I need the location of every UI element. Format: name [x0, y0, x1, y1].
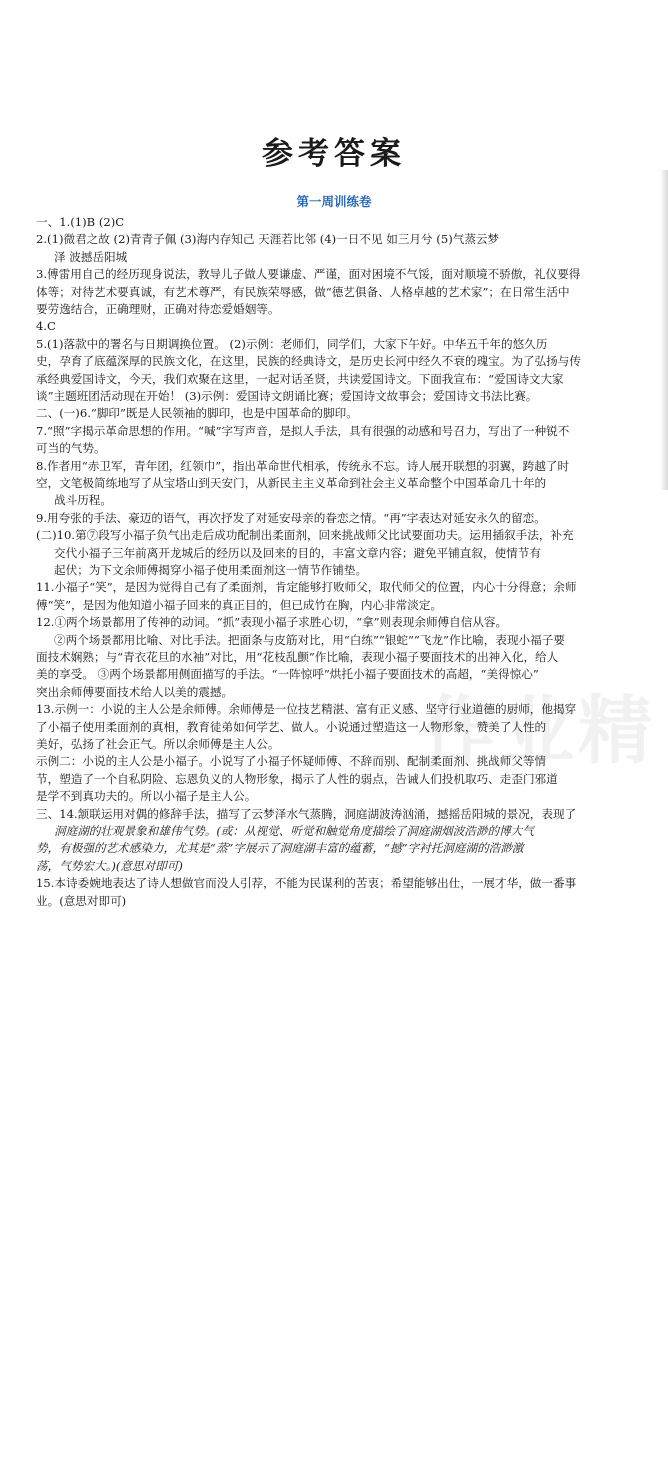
page-edge-shadow [660, 170, 668, 490]
answer-line: 面技术娴熟；与“青衣花旦的水袖”对比，用“花枝乱颤”作比喻，表现小福子要面技术的出神入化，给人 [36, 650, 559, 664]
answer-line: 谈”主题班团活动现在开始！ (3)示例：爱国诗文朗诵比赛；爱国诗文故事会；爱国诗文书法比赛。 [36, 389, 538, 403]
answer-line: 2.(1)微君之故 (2)青青子佩 (3)海内存知己 天涯若比邻 (4)一日不见 如三月兮 (5)气蒸云梦 [36, 232, 500, 247]
answer-line: 空，文笔极简练地写了从宝塔山到天安门，从新民主主义革命到社会主义革命整个中国革命几十年的 [36, 476, 547, 490]
answer-line: 势，有极强的艺术感染力，尤其是“蒸”字展示了洞庭湖丰富的蕴蓄，“撼”字衬托洞庭湖的浩渺激 [36, 841, 524, 856]
answer-line: 12.①两个场景都用了传神的动词。“抓”表现小福子求胜心切，“拿”则表现余师傅自信从容。 [36, 615, 508, 630]
answer-line: 15.本诗委婉地表达了诗人想做官而没人引荐，不能为民谋利的苦衷；希望能够出仕，一展才华，做一番事 [36, 876, 577, 891]
answer-line: 7.“照”字揭示革命思想的作用。“喊”字写声音，是拟人手法，具有很强的动感和号召力，写出了一种锐不 [36, 423, 570, 438]
answer-line: 突出余师傅要面技术给人以美的震撼。 [36, 684, 234, 699]
answer-line: 可当的气势。 [36, 441, 106, 456]
answer-line: 示例二：小说的主人公是小福子。小说写了小福子怀疑师傅、不辞而别、配制柔面剂、挑战师父等情 [36, 754, 547, 769]
answer-line: 起伏；为下文余师傅揭穿小福子使用柔面剂这一情节作铺垫。 [54, 563, 368, 577]
answer-line: 了小福子使用柔面剂的真相，教育徒弟如何学艺、做人。小说通过塑造这一人物形象，赞美了人性的 [36, 719, 547, 734]
answer-line: 承经典爱国诗文，今天，我们欢聚在这里，一起对话圣贤，共读爱国诗文。下面我宣布：“爱国诗文大家 [36, 371, 564, 386]
answer-line: 4.C [36, 319, 56, 334]
answer-line: 是学不到真功夫的。所以小福子是主人公。 [36, 789, 257, 804]
answer-line: 三、14.颔联运用对偶的修辞手法，描写了云梦泽水气蒸腾，洞庭湖波涛汹涌，撼摇岳阳城的景况，表现了 [36, 806, 577, 821]
answer-line: 11.小福子“笑”，是因为觉得自己有了柔面剂，肯定能够打败师父，取代师父的位置，内心十分得意；余师 [36, 580, 577, 595]
answer-line: 8.作者用“赤卫军，青年团，红领巾”，指出革命世代相承，传统永不忘。诗人展开联想的羽翼，跨越了时 [36, 458, 570, 473]
answer-line: 史，孕育了底蕴深厚的民族文化，在这里，民族的经典诗文，是历史长河中经久不衰的瑰宝。为了弘扬与传 [36, 354, 581, 369]
answer-line: 要劳逸结合，正确理财，正确对待恋爱婚姻等。 [36, 302, 280, 316]
watermark: 作业精 [422, 688, 656, 774]
answer-line: 傅“笑”，是因为他知道小福子回来的真正目的，但已成竹在胸，内心非常淡定。 [36, 597, 443, 612]
answer-line: 交代小福子三年前离开龙城后的经历以及回来的目的，丰富文章内容；避免平铺直叙，使情节有 [54, 545, 541, 560]
answer-line: 13.示例一：小说的主人公是余师傅。余师傅是一位技艺精湛、富有正义感、坚守行业道德的厨师，他揭穿 [36, 702, 577, 717]
answer-line: 荡，气势宏大。)(意思对即可) [36, 858, 183, 873]
answer-line: 一、1.(1)B (2)C [36, 215, 125, 229]
answer-line: 9.用夸张的手法、豪迈的语气，再次抒发了对延安母亲的眷恋之情。“再”字表达对延安永久的留恋。 [36, 510, 546, 525]
answer-line: 泽 波撼岳阳城 [54, 249, 128, 264]
answer-line: 洞庭湖的壮观景象和雄伟气势。(或：从视觉、听觉和触觉角度描绘了洞庭湖烟波浩渺的博大气 [54, 824, 534, 838]
answer-line: 美好，弘扬了社会正气。所以余师傅是主人公。 [36, 737, 280, 751]
answer-line: ②两个场景都用比喻、对比手法。把面条与皮筋对比，用“白练”“银蛇”“飞龙”作比喻，表现小福子要 [54, 632, 565, 647]
answer-line: 美的享受。 ③两个场景都用侧面描写的手法。“一阵惊呼”烘托小福子要面技术的高超，“美得惊心” [36, 667, 539, 682]
answer-line: 5.(1)落款中的署名与日期调换位置。 (2)示例：老师们，同学们，大家下午好。中华五千年的悠久历 [36, 336, 548, 351]
answer-line: 业。(意思对即可) [36, 893, 127, 908]
answer-line: 3.傅雷用自己的经历现身说法，教导儿子做人要谦虚、严谨，面对困境不气馁，面对顺境不骄傲，礼仪要得 [36, 267, 581, 282]
section-heading: 第一周训练卷 [296, 194, 372, 209]
answer-line: 二、(一)6.“脚印”既是人民领袖的脚印，也是中国革命的脚印。 [36, 406, 358, 421]
page-title: 参考答案 [262, 136, 406, 172]
answer-line: 节，塑造了一个自私阴险、忘恩负义的人物形象，揭示了人性的弱点，告诫人们投机取巧、走歪门邪道 [36, 771, 558, 786]
answer-line: 战斗历程。 [54, 493, 112, 508]
answer-line: (二)10.第⑦段写小福子负气出走后成功配制出柔面剂，回来挑战师父比试要面功夫。运用插叙手法，补充 [36, 528, 574, 543]
answer-line: 体等；对待艺术要真诚，有艺术尊严，有民族荣辱感，做“德艺俱备、人格卓越的艺术家”；在日常生活中 [36, 284, 570, 299]
